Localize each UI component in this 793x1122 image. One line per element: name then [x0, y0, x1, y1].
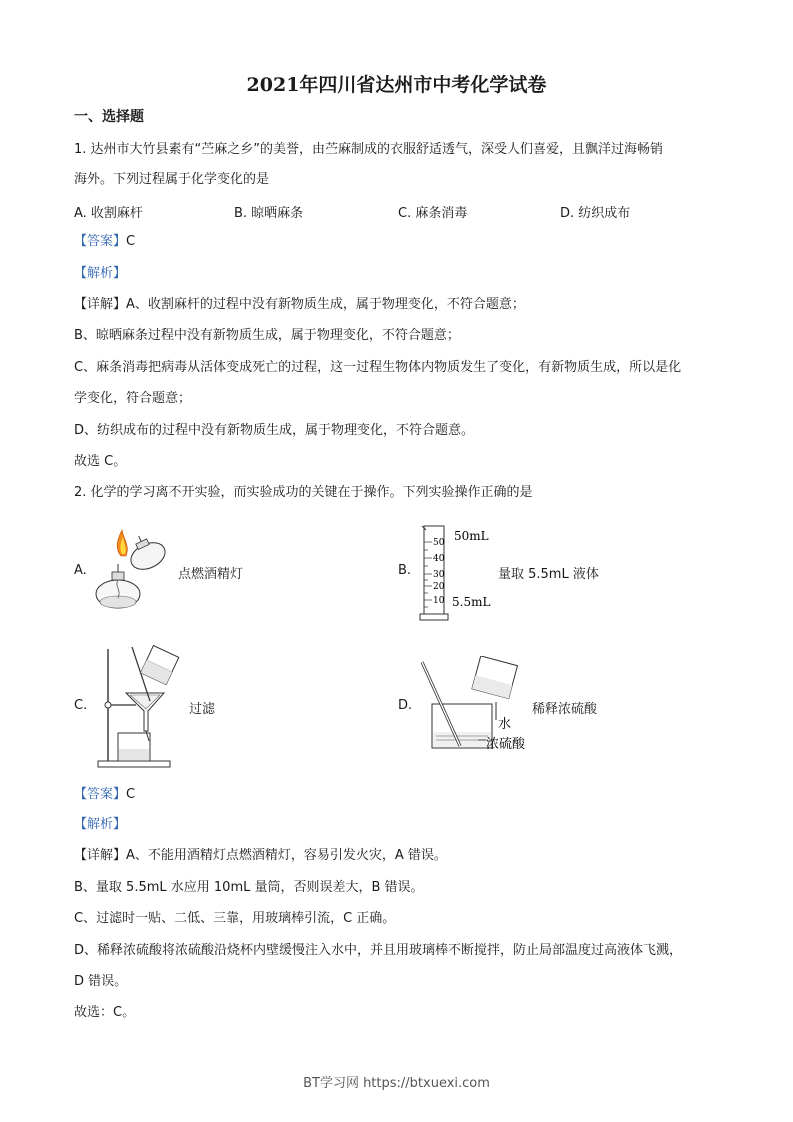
cylinder-volume-label: 5.5mL [452, 595, 491, 609]
q2-detail-line: B、量取 5.5mL 水应用 10mL 量筒，否则误差大，B 错误。 [74, 880, 424, 895]
answer-value: C [126, 787, 136, 802]
tick-label: 10 [433, 596, 445, 606]
footer-watermark: BT学习网 https://btxuexi.com [303, 1076, 490, 1091]
graduated-cylinder-illustration [416, 522, 496, 624]
q1-conclusion: 故选 C。 [74, 454, 127, 469]
q2-option-b-letter: B. [398, 563, 412, 578]
tick-label: 20 [433, 582, 445, 592]
q1-option-a: A. 收割麻杆 [74, 206, 143, 221]
q2-option-d-label: 稀释浓硫酸 [532, 702, 598, 717]
q2-option-b-label: 量取 5.5mL 液体 [498, 567, 599, 582]
q2-conclusion: 故选：C。 [74, 1005, 136, 1020]
tick-label: 40 [433, 554, 445, 564]
q1-detail-line: 学变化，符合题意； [74, 391, 192, 406]
cylinder-capacity-label: 50mL [454, 529, 489, 543]
q2-option-c-label: 过滤 [189, 702, 216, 717]
q2-stem: 2. 化学的学习离不开实验，而实验成功的关键在于操作。下列实验操作正确的是 [74, 485, 533, 500]
q1-detail-line [74, 296, 525, 314]
detail-text: A、不能用酒精灯点燃酒精灯，容易引发火灾，A 错误。 [126, 848, 447, 863]
q2-detail-line [74, 847, 447, 865]
section-heading: 一、选择题 [74, 109, 144, 125]
q2-option-a-letter: A. [74, 563, 87, 578]
detail-text: A、收割麻杆的过程中没有新物质生成，属于物理变化，不符合题意； [126, 297, 525, 312]
q2-detail-line: C、过滤时一贴、二低、三靠，用玻璃棒引流，C 正确。 [74, 911, 396, 926]
page-title: 2021年四川省达州市中考化学试卷 [246, 74, 547, 96]
detail-tag: 【详解】 [74, 848, 127, 863]
answer-tag: 【答案】 [74, 787, 127, 802]
q1-option-b: B. 晾晒麻条 [234, 206, 304, 221]
q1-stem-line1: 1. 达州市大竹县素有“苎麻之乡”的美誉，由苎麻制成的衣服舒适透气，深受人们喜爱，且飘洋过海畅销 [74, 142, 664, 157]
q1-detail-line: D、纺织成布的过程中没有新物质生成，属于物理变化，不符合题意。 [74, 423, 475, 438]
q2-option-d-letter: D. [398, 698, 413, 713]
q2-analysis-tag: 【解析】 [74, 817, 127, 832]
q1-option-d: D. 纺织成布 [560, 206, 631, 221]
tick-label: 50 [433, 538, 445, 548]
answer-tag: 【答案】 [74, 234, 127, 249]
q2-detail-line: D、稀释浓硫酸将浓硫酸沿烧杯内壁缓慢注入水中，并且用玻璃棒不断搅拌，防止局部温度过高液体飞溅， [74, 943, 683, 958]
q2-option-c-letter: C. [74, 698, 88, 713]
q2-detail-line: D 错误。 [74, 974, 128, 989]
q2-option-a-label: 点燃酒精灯 [178, 567, 244, 582]
q2-answer [74, 786, 135, 804]
acid-label: 浓硫酸 [486, 737, 526, 752]
q1-detail-line: B、晾晒麻条过程中没有新物质生成，属于物理变化，不符合题意； [74, 328, 460, 343]
water-label: 水 [498, 717, 512, 732]
alcohol-lamp-illustration [88, 526, 178, 616]
q1-analysis-tag: 【解析】 [74, 266, 127, 281]
answer-value: C [126, 234, 136, 249]
filtration-illustration [94, 643, 184, 773]
q1-answer [74, 233, 135, 251]
tick-label: 30 [433, 570, 445, 580]
q1-option-c: C. 麻条消毒 [398, 206, 468, 221]
q1-stem-line2: 海外。下列过程属于化学变化的是 [74, 172, 270, 187]
detail-tag: 【详解】 [74, 297, 127, 312]
q1-detail-line: C、麻条消毒把病毒从活体变成死亡的过程，这一过程生物体内物质发生了变化，有新物质生成，所以是化 [74, 360, 682, 375]
acid-dilution-illustration [416, 656, 536, 756]
